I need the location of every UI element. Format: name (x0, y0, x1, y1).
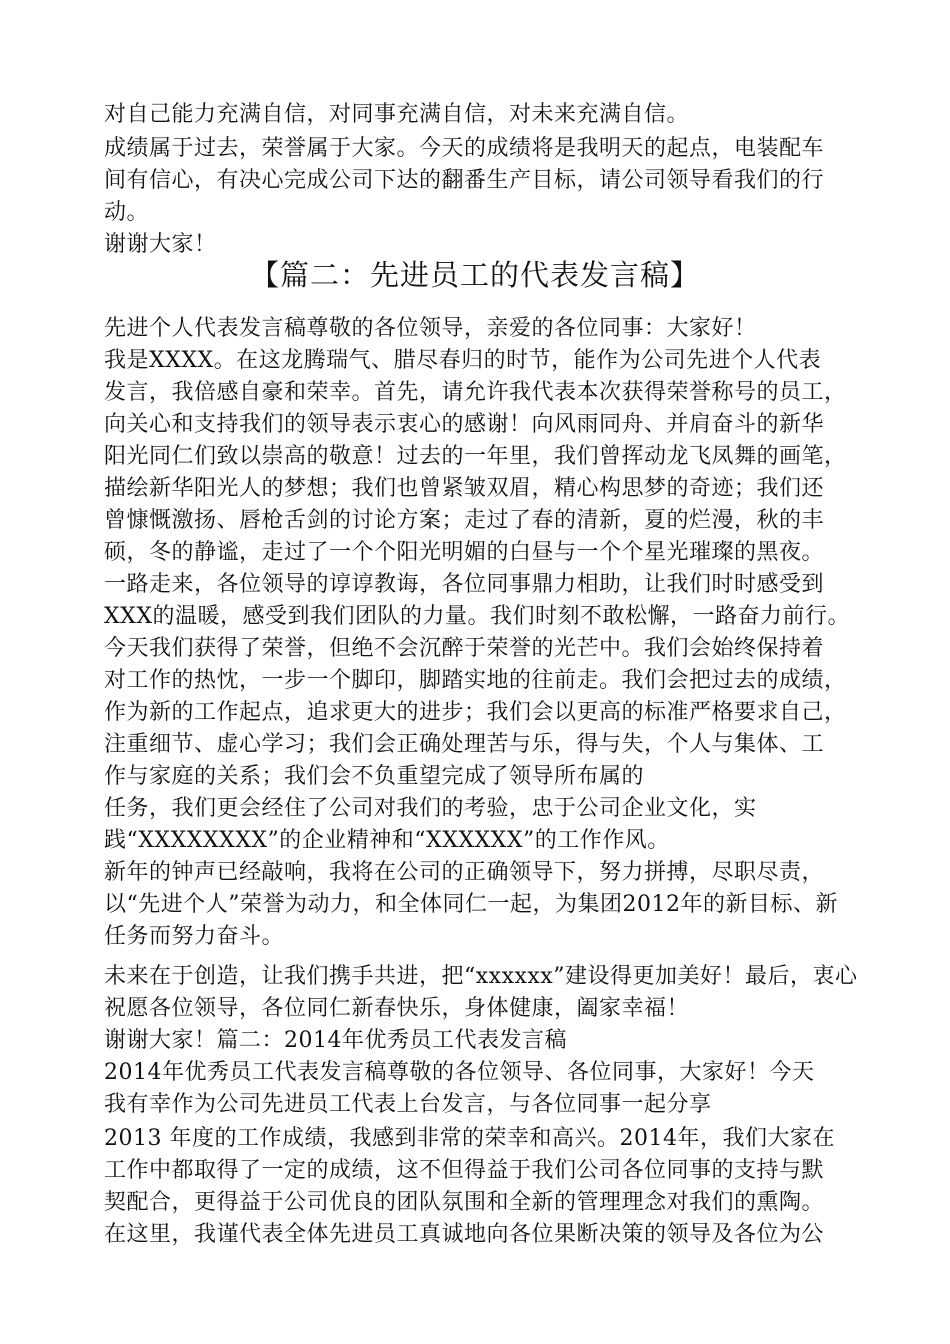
closing-line: 在这里，我谨代表全体先进员工真诚地向各位果断决策的领导及各位为公 (104, 1222, 825, 1247)
body-line: 我是XXXX。在这龙腾瑞气、腊尽春归的时节，能作为公司先进个人代表 (104, 348, 822, 373)
section-title: 【篇二：先进员工的代表发言稿】 (249, 258, 700, 292)
body-line: 作与家庭的关系；我们会不负重望完成了领导所布属的 (104, 764, 645, 789)
body-line: XXX的温暖，感受到我们团队的力量。我们时刻不敢松懈，一路奋力前行。 (104, 604, 850, 629)
closing-line: 我有幸作为公司先进员工代表上台发言，与各位同事一起分享 (104, 1092, 712, 1117)
intro-line: 对自己能力充满自信，对同事充满自信，对未来充满自信。 (104, 102, 690, 127)
body-line: 注重细节、虚心学习；我们会正确处理苦与乐，得与失，个人与集体、工 (104, 732, 825, 757)
closing-line: 2013 年度的工作成绩，我感到非常的荣幸和高兴。2014年，我们大家在 (104, 1126, 835, 1151)
body-line: 一路走来，各位领导的谆谆教诲，各位同事鼎力相助，让我们时时感受到 (104, 572, 825, 597)
closing-line: 工作中都取得了一定的成绩，这不但得益于我们公司各位同事的支持与默 (104, 1158, 825, 1183)
body-line: 对工作的热忱，一步一个脚印，脚踏实地的往前走。我们会把过去的成绩， (104, 668, 847, 693)
body-line: 描绘新华阳光人的梦想；我们也曾紧皱双眉，精心构思梦的奇迹；我们还 (104, 476, 825, 501)
body-line: 发言，我倍感自豪和荣幸。首先，请允许我代表本次获得荣誉称号的员工， (104, 380, 847, 405)
closing-line: 祝愿各位领导，各位同仁新春快乐，身体健康，阖家幸福！ (104, 996, 690, 1021)
body-line: 今天我们获得了荣誉，但绝不会沉醉于荣誉的光芒中。我们会始终保持着 (104, 636, 825, 661)
intro-line: 成绩属于过去，荣誉属于大家。今天的成绩将是我明天的起点，电装配车 (104, 136, 825, 161)
body-line: 任务而努力奋斗。 (104, 924, 285, 949)
body-line: 作为新的工作起点，追求更大的进步；我们会以更高的标准严格要求自己， (104, 700, 847, 725)
body-line: 新年的钟声已经敲响，我将在公司的正确领导下，努力拼搏，尽职尽责， (104, 860, 825, 885)
body-line: 向关心和支持我们的领导表示衷心的感谢！向风雨同舟、并肩奋斗的新华 (104, 412, 825, 437)
closing-line: 2014年优秀员工代表发言稿尊敬的各位领导、各位同事，大家好！今天 (104, 1060, 815, 1085)
intro-line: 动。 (104, 200, 150, 225)
body-line: 阳光同仁们致以崇高的敬意！过去的一年里，我们曾挥动龙飞凤舞的画笔， (104, 444, 847, 469)
closing-line: 谢谢大家！篇二：2014年优秀员工代表发言稿 (104, 1028, 567, 1053)
body-line: 践“XXXXXXXX”的企业精神和“XXXXXX”的工作作风。 (104, 828, 670, 853)
closing-line: 契配合，更得益于公司优良的团队氛围和全新的管理理念对我们的熏陶。 (104, 1190, 825, 1215)
intro-line: 谢谢大家！ (104, 232, 217, 257)
body-line: 任务，我们更会经住了公司对我们的考验，忠于公司企业文化，实 (104, 796, 757, 821)
closing-line: 未来在于创造，让我们携手共进，把“xxxxxx”建设得更加美好！最后，衷心 (104, 964, 858, 989)
body-line: 先进个人代表发言稿尊敬的各位领导，亲爱的各位同事：大家好！ (104, 316, 757, 341)
body-line: 硕，冬的静谧，走过了一个个阳光明媚的白昼与一个个星光璀璨的黑夜。 (104, 540, 825, 565)
body-line: 以“先进个人”荣誉为动力，和全体同仁一起，为集团2012年的新目标、新 (104, 892, 838, 917)
intro-line: 间有信心，有决心完成公司下达的翻番生产目标，请公司领导看我们的行 (104, 168, 825, 193)
body-line: 曾慷慨激扬、唇枪舌剑的讨论方案；走过了春的清新，夏的烂漫，秋的丰 (104, 508, 825, 533)
